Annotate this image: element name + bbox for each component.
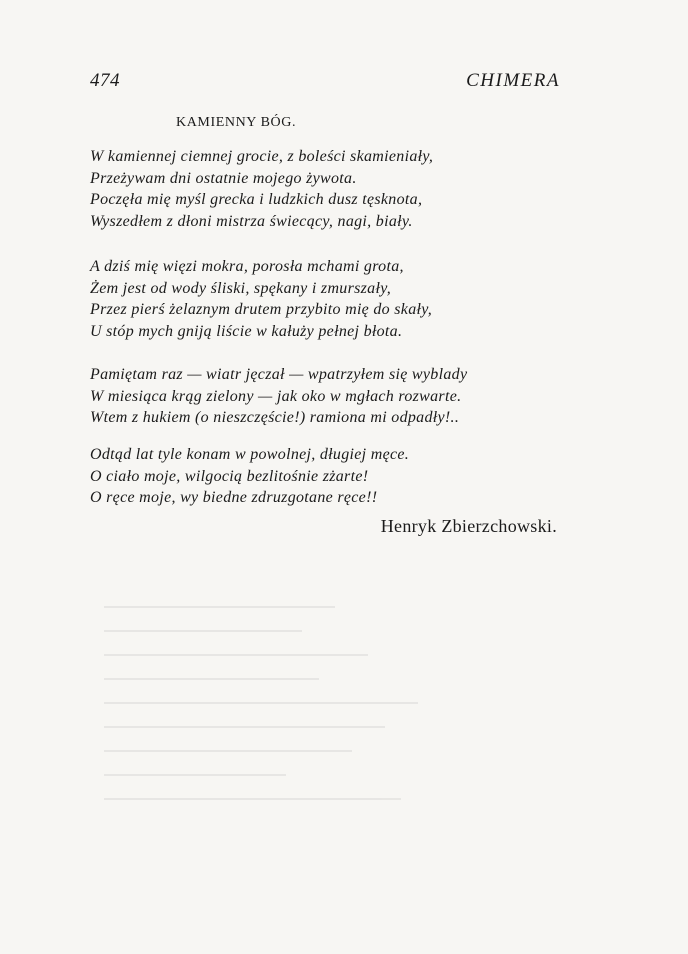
poem-line: Wyszedłem z dłoni mistrza świecący, nagi, biały. (90, 212, 413, 230)
poem-line: Przeżywam dni ostatnie mojego żywota. (90, 169, 357, 187)
poem-line: Poczęła mię myśl grecka i ludzkich dusz tęsknota, (90, 191, 423, 208)
poem-line: W kamiennej ciemnej grocie, z boleści skamieniały, (90, 148, 434, 165)
poem-line: Przez pierś żelaznym drutem przybito mię do skały, (90, 301, 433, 318)
show-through-texture (104, 606, 434, 822)
page-number: 474 (90, 70, 120, 91)
running-head: CHIMERA (466, 70, 560, 91)
poem-line: O ręce moje, wy biedne zdruzgotane ręce!! (90, 489, 378, 506)
poem-line: Żem jest od wody śliski, spękany i zmurszały, (90, 279, 392, 297)
poem-line: Wtem z hukiem (o nieszczęście!) ramiona mi odpadły!.. (90, 409, 460, 426)
poem-title: KAMIENNY BÓG. (176, 115, 297, 130)
poem-line: A dziś mię więzi mokra, porosła mchami grota, (90, 258, 404, 275)
poem-line: W miesiąca krąg zielony — jak oko w mgłach rozwarte. (90, 387, 462, 405)
stanza-2 (90, 256, 432, 342)
author-signature: Henryk Zbierzchowski. (380, 516, 557, 536)
stanza-4 (90, 444, 409, 509)
poem-line: Pamiętam raz — wiatr jęczał — wpatrzyłem się wyblady (90, 366, 468, 383)
poem-line: Odtąd lat tyle konam w powolnej, długiej męce. (90, 446, 410, 463)
poem-line: O ciało moje, wilgocią bezlitośnie zżarte! (90, 467, 369, 485)
stanza-3 (90, 364, 467, 429)
stanza-1 (90, 146, 433, 232)
page-header (90, 70, 560, 94)
poem-line: U stóp mych gniją liście w kałuży pełnej błota. (90, 322, 403, 340)
